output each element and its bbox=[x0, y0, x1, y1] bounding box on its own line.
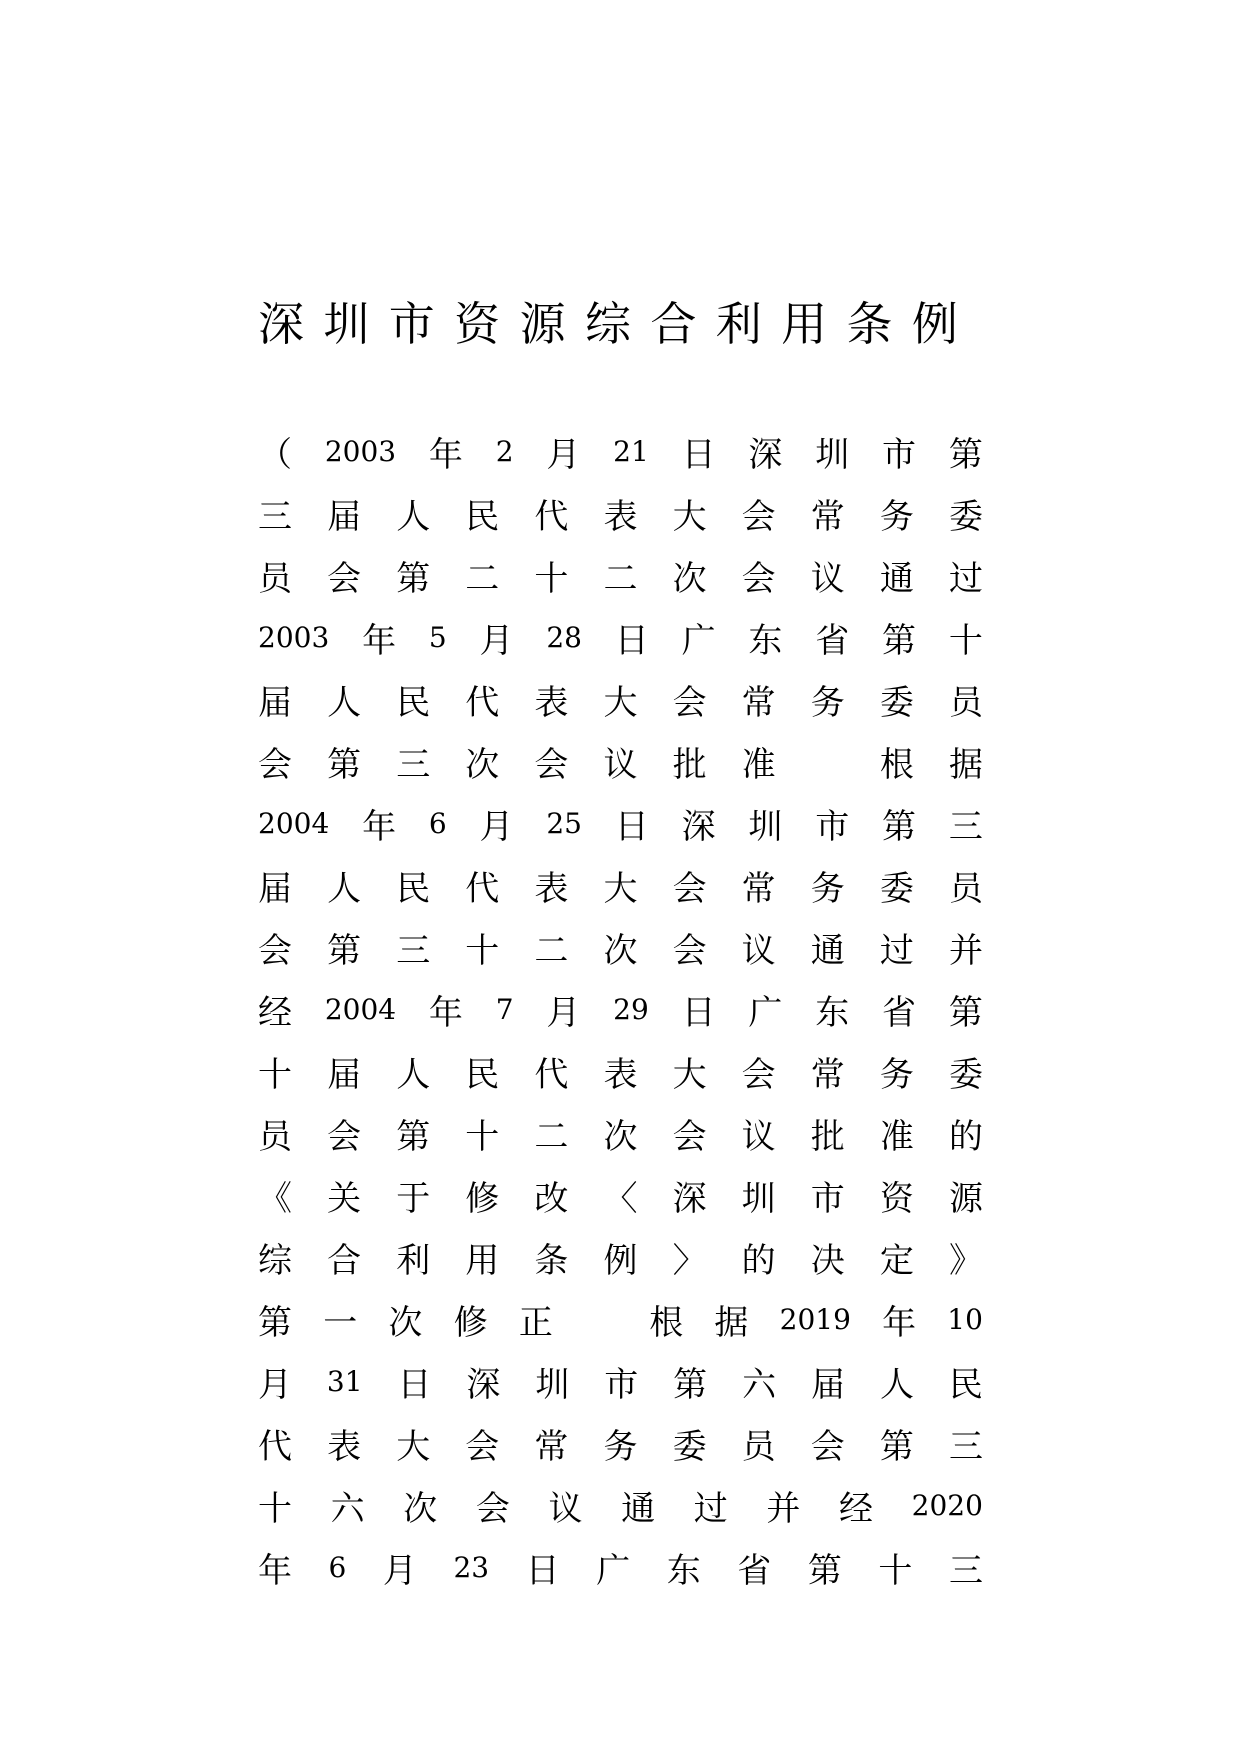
text-token: 委 bbox=[948, 1054, 983, 1095]
text-token: 31 bbox=[326, 1364, 363, 1398]
text-token: 准 bbox=[879, 1116, 914, 1157]
text-token: 月 bbox=[546, 992, 581, 1033]
text-token: 批 bbox=[672, 744, 707, 785]
text-line bbox=[258, 1474, 983, 1536]
text-token: 次 bbox=[672, 558, 707, 599]
text-token: 2003 bbox=[258, 620, 330, 654]
text-token: 根 bbox=[649, 1302, 684, 1343]
text-token: 会 bbox=[327, 558, 362, 599]
text-token: 经 bbox=[258, 992, 292, 1033]
text-token: 用 bbox=[465, 1240, 500, 1281]
text-token: 利 bbox=[396, 1240, 431, 1281]
text-token: 通 bbox=[621, 1488, 656, 1529]
text-line bbox=[258, 1164, 983, 1226]
text-token: 民 bbox=[396, 682, 431, 723]
text-token: 第 bbox=[396, 1116, 431, 1157]
text-token: 日 bbox=[681, 992, 716, 1033]
text-token: 日 bbox=[397, 1364, 432, 1405]
text-token: 日 bbox=[525, 1550, 560, 1591]
text-token: 圳 bbox=[741, 1178, 776, 1219]
text-token: 日 bbox=[681, 434, 716, 475]
text-token: 十 bbox=[258, 1054, 292, 1095]
text-token: 次 bbox=[388, 1302, 423, 1343]
text-token: 合 bbox=[327, 1240, 362, 1281]
text-token: 大 bbox=[603, 682, 638, 723]
text-token: 委 bbox=[948, 496, 983, 537]
text-token: 委 bbox=[879, 682, 914, 723]
text-line bbox=[258, 544, 983, 606]
text-token: 于 bbox=[396, 1178, 431, 1219]
text-token: 表 bbox=[534, 682, 569, 723]
text-token: 会 bbox=[258, 930, 292, 971]
title-char: 利 bbox=[715, 297, 762, 351]
text-token: 民 bbox=[465, 1054, 500, 1095]
text-token: 代 bbox=[465, 682, 500, 723]
text-token: 代 bbox=[534, 1054, 569, 1095]
text-token: 的 bbox=[741, 1240, 776, 1281]
text-token: 批 bbox=[810, 1116, 845, 1157]
title-char: 深 bbox=[258, 297, 304, 351]
title-char: 条 bbox=[846, 297, 893, 351]
text-token: 会 bbox=[672, 930, 707, 971]
text-token: 日 bbox=[614, 620, 649, 661]
text-line bbox=[258, 1226, 983, 1288]
text-token: 三 bbox=[948, 806, 983, 847]
title-char: 综 bbox=[584, 297, 631, 351]
text-token: 29 bbox=[613, 992, 649, 1026]
text-token: 第 bbox=[948, 434, 983, 475]
title-char: 资 bbox=[454, 297, 501, 351]
text-token: 经 bbox=[839, 1488, 873, 1529]
text-token: 常 bbox=[741, 682, 776, 723]
text-token: 务 bbox=[879, 1054, 914, 1095]
text-token: 次 bbox=[403, 1488, 438, 1529]
document-title bbox=[258, 296, 958, 352]
text-line bbox=[258, 1412, 983, 1474]
text-token: 资 bbox=[879, 1178, 914, 1219]
text-token: 第 bbox=[882, 806, 917, 847]
text-token: 修 bbox=[465, 1178, 500, 1219]
text-token: 二 bbox=[534, 1116, 569, 1157]
text-token: 三 bbox=[258, 496, 292, 537]
text-token: 第 bbox=[327, 930, 362, 971]
text-line bbox=[258, 854, 983, 916]
text-token: 一 bbox=[323, 1302, 358, 1343]
text-token: 大 bbox=[672, 1054, 707, 1095]
text-token: 2020 bbox=[911, 1488, 983, 1522]
text-token: 深 bbox=[672, 1178, 707, 1219]
text-token: 员 bbox=[948, 868, 983, 909]
text-token: 据 bbox=[948, 744, 983, 785]
text-token: 定 bbox=[879, 1240, 914, 1281]
text-token: 过 bbox=[948, 558, 983, 599]
title-char: 圳 bbox=[323, 297, 370, 351]
text-token: 圳 bbox=[748, 806, 783, 847]
text-token: 年 bbox=[258, 1550, 292, 1591]
text-token: 次 bbox=[603, 930, 638, 971]
text-token: 代 bbox=[465, 868, 500, 909]
text-token: 务 bbox=[810, 868, 845, 909]
text-token: 23 bbox=[453, 1550, 490, 1584]
text-line bbox=[258, 1350, 983, 1412]
text-line bbox=[258, 420, 983, 482]
text-token: 民 bbox=[396, 868, 431, 909]
text-token: 委 bbox=[672, 1426, 707, 1467]
text-token: 第 bbox=[948, 992, 983, 1033]
text-line bbox=[258, 1288, 983, 1350]
text-token: 深 bbox=[748, 434, 783, 475]
text-token: 二 bbox=[465, 558, 500, 599]
text-token: 月 bbox=[479, 806, 514, 847]
text-token: 2019 bbox=[779, 1302, 851, 1336]
text-token: 第 bbox=[673, 1364, 708, 1405]
text-token: 次 bbox=[603, 1116, 638, 1157]
text-token: 2004 bbox=[324, 992, 397, 1026]
text-token: 广 bbox=[681, 620, 716, 661]
text-token: 关 bbox=[327, 1178, 362, 1219]
text-token: 通 bbox=[879, 558, 914, 599]
text-token: 过 bbox=[693, 1488, 728, 1529]
text-token: 综 bbox=[258, 1240, 292, 1281]
text-token: 市 bbox=[604, 1364, 639, 1405]
text-token: 届 bbox=[327, 1054, 362, 1095]
text-token: 十 bbox=[258, 1488, 292, 1529]
text-token: 员 bbox=[258, 1116, 292, 1157]
text-token: 正 bbox=[518, 1302, 553, 1343]
text-line bbox=[258, 730, 983, 792]
text-token: 东 bbox=[748, 620, 783, 661]
text-token: 第 bbox=[807, 1550, 842, 1591]
text-token: 十 bbox=[878, 1550, 913, 1591]
text-token: 市 bbox=[882, 434, 917, 475]
text-token: 》 bbox=[948, 1240, 983, 1281]
text-token: 第 bbox=[396, 558, 431, 599]
text-token: 条 bbox=[534, 1240, 569, 1281]
text-token: 届 bbox=[258, 682, 292, 723]
text-token: 第 bbox=[882, 620, 917, 661]
text-token: 〈 bbox=[603, 1178, 638, 1219]
text-token: 人 bbox=[327, 868, 362, 909]
text-token: 东 bbox=[815, 992, 850, 1033]
text-token: 广 bbox=[748, 992, 783, 1033]
text-token: 7 bbox=[495, 992, 514, 1026]
text-token: 6 bbox=[428, 806, 447, 840]
text-token: 代 bbox=[534, 496, 569, 537]
text-token: 会 bbox=[258, 744, 292, 785]
text-token: 届 bbox=[811, 1364, 846, 1405]
text-token: 务 bbox=[810, 682, 845, 723]
title-char: 用 bbox=[781, 297, 828, 351]
text-token: 常 bbox=[810, 1054, 845, 1095]
text-token: 常 bbox=[741, 868, 776, 909]
text-token: 议 bbox=[741, 1116, 776, 1157]
text-token: 员 bbox=[741, 1426, 776, 1467]
text-line bbox=[258, 606, 983, 668]
text-token: 2 bbox=[495, 434, 514, 468]
text-token: 通 bbox=[810, 930, 845, 971]
text-token: 会 bbox=[741, 558, 776, 599]
text-token: 大 bbox=[603, 868, 638, 909]
text-token: 根 bbox=[879, 744, 914, 785]
text-token: 人 bbox=[879, 1364, 914, 1405]
text-token: 省 bbox=[737, 1550, 772, 1591]
text-token: 《 bbox=[258, 1178, 292, 1219]
text-token: 会 bbox=[327, 1116, 362, 1157]
text-token: 十 bbox=[465, 1116, 500, 1157]
text-token: 议 bbox=[603, 744, 638, 785]
text-token: 人 bbox=[396, 496, 431, 537]
text-token: 员 bbox=[258, 558, 292, 599]
text-token: 会 bbox=[810, 1426, 845, 1467]
text-token: 届 bbox=[327, 496, 362, 537]
text-token: 三 bbox=[396, 744, 431, 785]
text-token: 年 bbox=[428, 992, 463, 1033]
text-token: 深 bbox=[681, 806, 716, 847]
text-token: 5 bbox=[428, 620, 447, 654]
text-token: 月 bbox=[258, 1364, 292, 1405]
text-token: 圳 bbox=[815, 434, 850, 475]
text-token: 次 bbox=[465, 744, 500, 785]
text-token: 三 bbox=[948, 1426, 983, 1467]
text-token: 年 bbox=[882, 1302, 917, 1343]
text-token: 大 bbox=[672, 496, 707, 537]
text-token: 年 bbox=[362, 620, 397, 661]
text-token: 会 bbox=[672, 868, 707, 909]
text-token: 年 bbox=[428, 434, 463, 475]
text-token: 会 bbox=[465, 1426, 500, 1467]
title-char: 例 bbox=[911, 297, 958, 351]
text-token: 并 bbox=[766, 1488, 801, 1529]
text-token: 委 bbox=[879, 868, 914, 909]
text-token: 人 bbox=[396, 1054, 431, 1095]
text-token: 常 bbox=[534, 1426, 569, 1467]
text-token: 市 bbox=[815, 806, 850, 847]
text-token: 修 bbox=[453, 1302, 488, 1343]
title-char: 市 bbox=[388, 297, 435, 351]
text-token: 月 bbox=[479, 620, 514, 661]
text-token: 例 bbox=[603, 1240, 638, 1281]
text-token: 二 bbox=[603, 558, 638, 599]
text-token: 三 bbox=[396, 930, 431, 971]
text-token: 〉 bbox=[672, 1240, 707, 1281]
text-token: 表 bbox=[603, 1054, 638, 1095]
text-token: 十 bbox=[948, 620, 983, 661]
text-token: 年 bbox=[362, 806, 397, 847]
text-token: 务 bbox=[603, 1426, 638, 1467]
text-token: 省 bbox=[882, 992, 917, 1033]
text-token: 源 bbox=[948, 1178, 983, 1219]
text-token: 2004 bbox=[258, 806, 330, 840]
text-token: 会 bbox=[534, 744, 569, 785]
text-token: 常 bbox=[810, 496, 845, 537]
text-token: 准 bbox=[741, 744, 776, 785]
text-token: 会 bbox=[672, 1116, 707, 1157]
text-token: 深 bbox=[466, 1364, 501, 1405]
text-token: 并 bbox=[948, 930, 983, 971]
text-line bbox=[258, 668, 983, 730]
text-token: 会 bbox=[741, 1054, 776, 1095]
text-line bbox=[258, 978, 983, 1040]
text-token: 6 bbox=[328, 1550, 347, 1584]
text-token: 21 bbox=[613, 434, 649, 468]
text-token: 议 bbox=[741, 930, 776, 971]
text-token: 代 bbox=[258, 1426, 292, 1467]
text-token: 大 bbox=[396, 1426, 431, 1467]
text-token: 省 bbox=[815, 620, 850, 661]
text-token: 民 bbox=[948, 1364, 983, 1405]
text-token: 日 bbox=[614, 806, 649, 847]
text-token: （ bbox=[258, 434, 292, 475]
text-token: 表 bbox=[603, 496, 638, 537]
text-token: 六 bbox=[330, 1488, 365, 1529]
text-token: 25 bbox=[546, 806, 582, 840]
title-char: 源 bbox=[519, 297, 566, 351]
text-line bbox=[258, 792, 983, 854]
text-token: 十 bbox=[534, 558, 569, 599]
text-token: 的 bbox=[948, 1116, 983, 1157]
text-token: 月 bbox=[546, 434, 581, 475]
text-token: 改 bbox=[534, 1178, 569, 1219]
text-token: 2003 bbox=[324, 434, 397, 468]
text-token: 十 bbox=[465, 930, 500, 971]
text-token: 六 bbox=[742, 1364, 777, 1405]
text-token: 28 bbox=[546, 620, 582, 654]
text-token: 二 bbox=[534, 930, 569, 971]
text-line bbox=[258, 482, 983, 544]
text-token: 决 bbox=[810, 1240, 845, 1281]
text-line bbox=[258, 1040, 983, 1102]
text-token: 过 bbox=[879, 930, 914, 971]
text-token: 圳 bbox=[535, 1364, 570, 1405]
text-line bbox=[258, 1102, 983, 1164]
text-token: 据 bbox=[714, 1302, 749, 1343]
text-token: 东 bbox=[666, 1550, 701, 1591]
text-line bbox=[258, 1536, 983, 1598]
title-char: 合 bbox=[650, 297, 697, 351]
text-token: 10 bbox=[947, 1302, 983, 1336]
text-token: 议 bbox=[810, 558, 845, 599]
text-token: 会 bbox=[475, 1488, 510, 1529]
text-token: 会 bbox=[741, 496, 776, 537]
text-token: 表 bbox=[327, 1426, 362, 1467]
text-token: 会 bbox=[672, 682, 707, 723]
text-token: 第 bbox=[879, 1426, 914, 1467]
text-token: 员 bbox=[948, 682, 983, 723]
text-line bbox=[258, 916, 983, 978]
text-token: 市 bbox=[810, 1178, 845, 1219]
text-token: 民 bbox=[465, 496, 500, 537]
text-token: 三 bbox=[948, 1550, 983, 1591]
text-token: 届 bbox=[258, 868, 292, 909]
text-token: 务 bbox=[879, 496, 914, 537]
text-token: 表 bbox=[534, 868, 569, 909]
text-token: 第 bbox=[258, 1302, 292, 1343]
text-token: 人 bbox=[327, 682, 362, 723]
text-token: 月 bbox=[382, 1550, 417, 1591]
text-token: 议 bbox=[548, 1488, 583, 1529]
text-token: 广 bbox=[596, 1550, 631, 1591]
text-token: 第 bbox=[327, 744, 362, 785]
